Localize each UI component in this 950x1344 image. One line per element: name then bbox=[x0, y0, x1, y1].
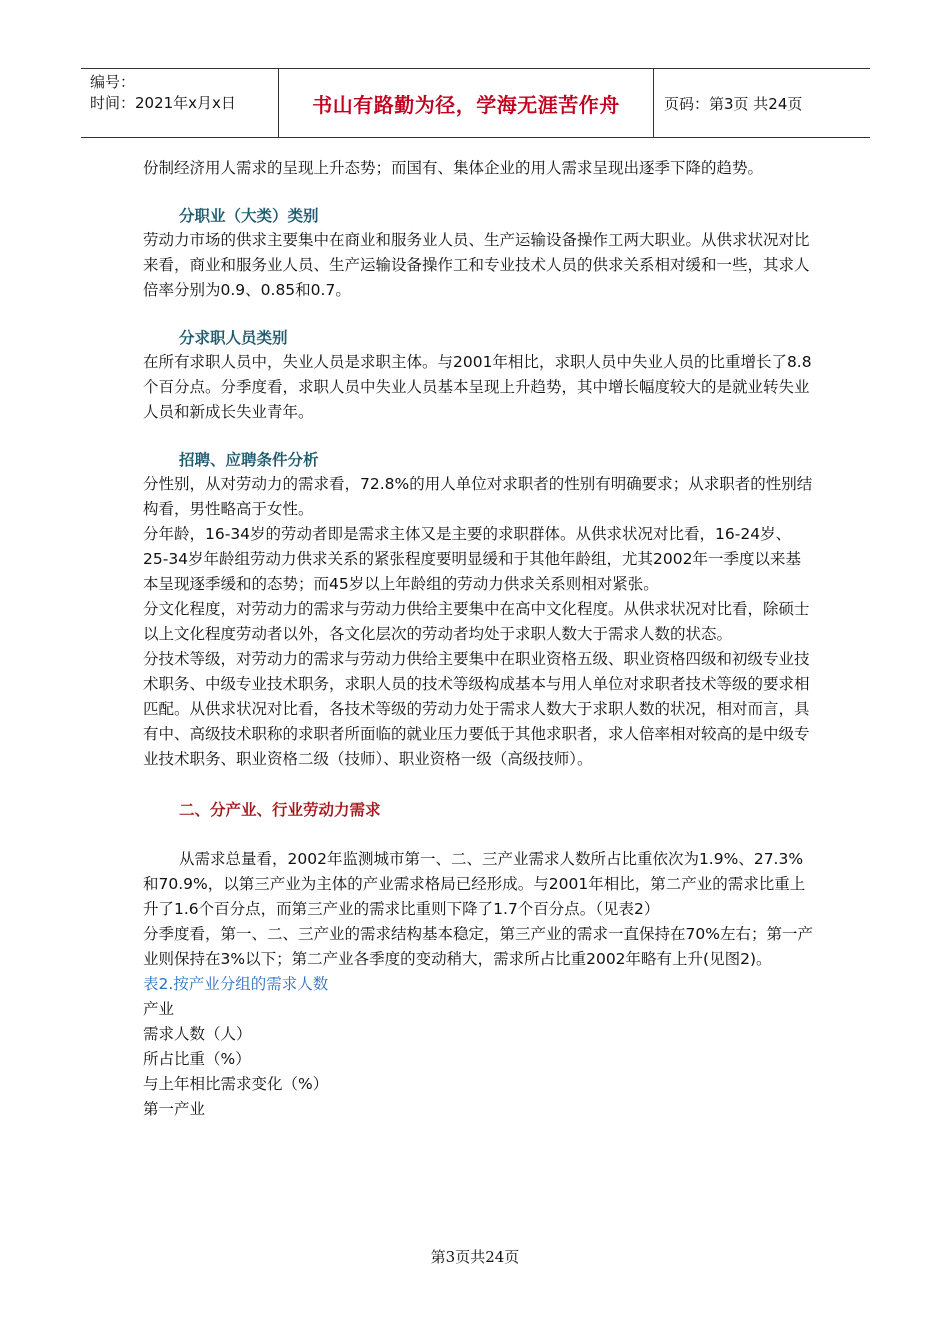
paragraph-jobseeker: 在所有求职人员中，失业人员是求职主体。与2001年相比，求职人员中失业人员的比重增长了8.8个百分点。分季度看，求职人员中失业人员基本呈现上升趋势，其中增长幅度较大的是就业转失业人员和新成长失业青年。 bbox=[143, 353, 812, 421]
paragraph-skill: 分技术等级，对劳动力的需求与劳动力供给主要集中在职业资格五级、职业资格四级和初级专业技术职务、中级专业技术职务，求职人员的技术等级构成基本与用人单位对求职者技术等级的要求相匹配。从供求状况对比看，各技术等级的劳动力处于需求人数大于求职人数的状况，相对而言，具有中、高级技术职称的求职者所面临的就业压力要低于其他求职者，求人倍率相对较高的是中级专业技术职务、职业资格二级（技师）、职业资格一级（高级技师）。 bbox=[143, 650, 810, 768]
table-row: 与上年相比需求变化（%） bbox=[143, 1075, 329, 1093]
page-header bbox=[81, 68, 870, 138]
paragraph-industry: 从需求总量看，2002年监测城市第一、二、三产业需求人数所占比重依次为1.9%、27.3%和70.9%，以第三产业为主体的产业需求格局已经形成。与2001年相比，第二产业的需求比重上升了1.6个百分点，而第三产业的需求比重则下降了1.7个百分点。（见表2） bbox=[143, 850, 806, 918]
paragraph-gender: 分性别，从对劳动力的需求看，72.8%的用人单位对求职者的性别有明确要求；从求职者的性别结构看，男性略高于女性。 bbox=[143, 475, 813, 518]
table-row: 产业 bbox=[143, 1000, 175, 1018]
header-page-info: 页码：第3页 共24页 bbox=[664, 94, 803, 113]
heading-jobseeker: 分求职人员类别 bbox=[179, 328, 288, 347]
heading-conditions: 招聘、应聘条件分析 bbox=[179, 450, 319, 469]
heading-occupation: 分职业（大类）类别 bbox=[179, 206, 319, 225]
paragraph-occupation: 劳动力市场的供求主要集中在商业和服务业人员、生产运输设备操作工两大职业。从供求状况对比来看，商业和服务业人员、生产运输设备操作工和专业技术人员的供求关系相对缓和一些，其求人倍率分别为0.9、0.85和0.7。 bbox=[143, 231, 810, 299]
table-row: 所占比重（%） bbox=[143, 1050, 251, 1068]
paragraph-education: 分文化程度，对劳动力的需求与劳动力供给主要集中在高中文化程度。从供求状况对比看，除硕士以上文化程度劳动者以外，各文化层次的劳动者均处于求职人数大于需求人数的状态。 bbox=[143, 600, 810, 643]
page-footer: 第3页共24页 bbox=[430, 1248, 520, 1266]
heading-section-2: 二、分产业、行业劳动力需求 bbox=[179, 800, 381, 819]
document-date: 时间：2021年x月x日 bbox=[90, 94, 236, 112]
document-number: 编号： bbox=[90, 73, 136, 91]
document-body bbox=[143, 156, 813, 1122]
header-motto: 书山有路勤为径，学海无涯苦作舟 bbox=[279, 69, 654, 137]
table-row: 需求人数（人） bbox=[143, 1025, 252, 1043]
header-meta bbox=[81, 69, 279, 137]
paragraph-age: 分年龄，16-34岁的劳动者即是需求主体又是主要的求职群体。从供求状况对比看，16-24岁、25-34岁年龄组劳动力供求关系的紧张程度要明显缓和于其他年龄组，尤其2002年一季度以来基本呈现逐季缓和的态势；而45岁以上年龄组的劳动力供求关系则相对紧张。 bbox=[143, 525, 801, 593]
paragraph-intro: 份制经济用人需求的呈现上升态势；而国有、集体企业的用人需求呈现出逐季下降的趋势。 bbox=[143, 159, 764, 177]
paragraph-quarter: 分季度看，第一、二、三产业的需求结构基本稳定，第三产业的需求一直保持在70%左右；第一产业则保持在3%以下；第二产业各季度的变动稍大，需求所占比重2002年略有上升(见图2)。 bbox=[143, 925, 813, 968]
table-caption: 表2.按产业分组的需求人数 bbox=[143, 975, 329, 993]
table-row: 第一产业 bbox=[143, 1100, 206, 1118]
